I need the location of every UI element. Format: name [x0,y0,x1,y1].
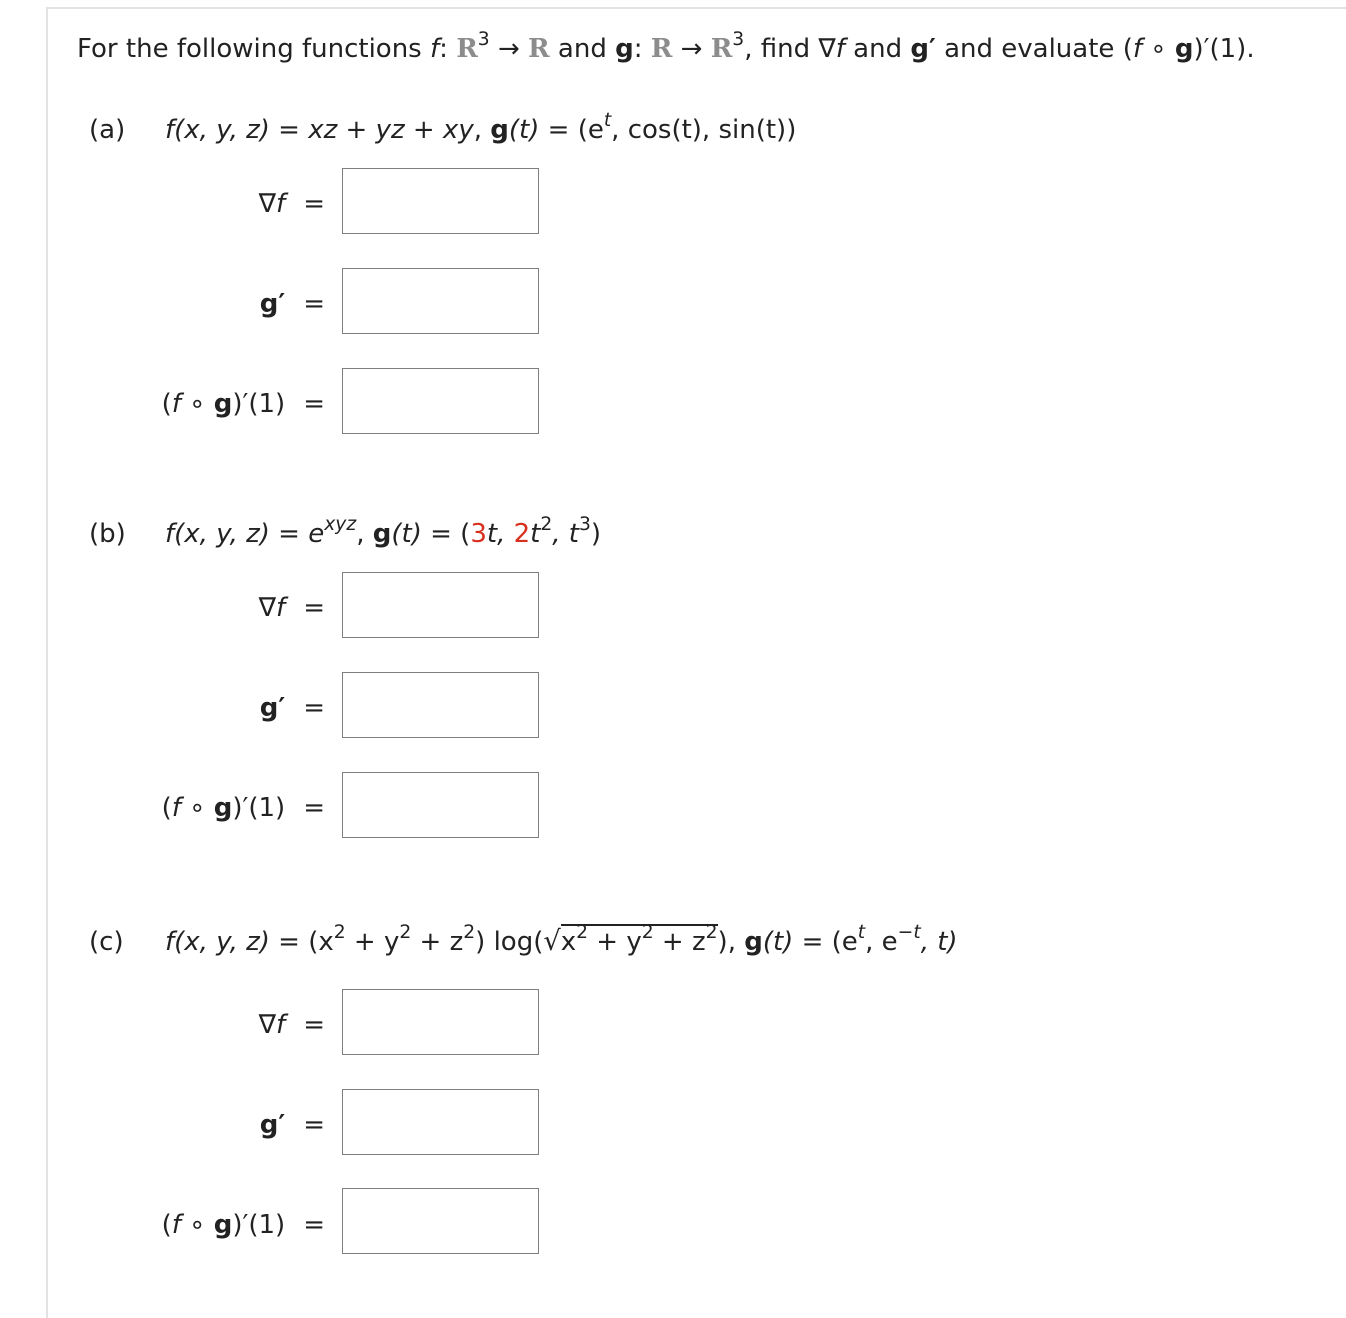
function-g-definition: t, [486,519,514,549]
exponent: xyz [324,514,357,536]
compose-symbol: ∘ [1142,34,1175,64]
left-divider [46,8,48,1318]
composition-label [85,1210,325,1240]
reals-symbol: R [650,34,673,64]
intro-text: , find [744,34,819,64]
part-c-gradient-input[interactable] [342,989,539,1055]
function-f-definition: ) [717,927,728,957]
function-g-definition: (e [577,115,604,145]
part-c-composition-input[interactable] [342,1188,539,1254]
intro-text: and evaluate [935,34,1123,64]
composition-label [85,389,325,419]
exponent: 2 [540,514,553,536]
compose-symbol: ∘ [180,389,214,419]
part-b-gradient-input[interactable] [342,572,539,638]
equals-sign: = [303,793,325,823]
intro-text: )′(1). [1193,34,1255,64]
intro-f: f [1132,34,1142,64]
radicand-term: + y [588,927,642,957]
radical-sign: √ [543,926,561,957]
f-symbol: f [171,389,181,419]
eval-at-one: )′(1) [232,1210,286,1240]
reals-symbol: R [456,34,478,64]
part-a-gprime-input[interactable] [342,268,539,334]
paren: ( [161,1210,172,1240]
part-b-gprime-input[interactable] [342,672,539,738]
top-divider [46,7,1346,9]
intro-gprime: g′ [910,34,936,64]
reals-symbol: R [528,34,550,64]
exponent: t [603,110,612,132]
eval-at-one: )′(1) [232,793,286,823]
eval-at-one: )′(1) [232,389,286,419]
gradient-symbol: ∇f [258,1010,286,1040]
f-symbol: f [171,1210,181,1240]
part-b-composition-input[interactable] [342,772,539,838]
part-a-composition-input[interactable] [342,368,539,434]
gradient-label [85,593,325,623]
part-a-statement [89,110,797,145]
function-g-arg: (t) [391,519,422,549]
equals-sign: = [303,1010,325,1040]
function-f-definition: (x [308,927,334,957]
part-a-gradient-input[interactable] [342,168,539,234]
separator: , [356,519,373,549]
exponent: 2 [705,922,718,944]
intro-colon: : [439,34,457,64]
equals-sign: = [269,519,309,549]
equals-sign: = [303,1210,325,1240]
exponent: 2 [463,922,476,944]
intro-colon: : [633,34,651,64]
equals-sign: = [303,189,325,219]
equals-sign: = [303,593,325,623]
exponent: −t [897,922,921,944]
part-label: (c) [89,927,124,957]
g-symbol: g [213,389,233,419]
intro-text: and [844,34,911,64]
radicand-term: + z [653,927,706,957]
intro-g: g [615,34,634,64]
equals-sign: = [303,389,325,419]
exponent: 2 [333,922,346,944]
intro-g: g [1174,34,1194,64]
equals-sign: = [539,115,578,145]
function-f-definition: + z [411,927,464,957]
composition-label [85,793,325,823]
part-label: (a) [89,115,126,145]
part-label: (b) [89,519,126,549]
equals-sign: = [303,1110,325,1140]
function-g: g [372,519,392,549]
part-c-statement [89,924,958,957]
function-f-definition: + y [345,927,400,957]
g-symbol: g [213,1210,233,1240]
f-symbol: f [171,793,181,823]
equals-sign: = [303,289,325,319]
function-g: g [490,115,509,145]
radicand [561,924,718,957]
compose-symbol: ∘ [180,793,214,823]
gradient-symbol: ∇f [258,593,286,623]
part-c-gprime-input[interactable] [342,1089,539,1155]
gprime-symbol: g′ [259,1110,286,1140]
intro-text: ( [1122,34,1133,64]
exponent: 2 [576,922,589,944]
intro-f: f [430,34,440,64]
coefficient-highlight: 2 [513,519,531,549]
paren: ( [161,793,172,823]
gradient-symbol: ∇f [258,189,286,219]
intro-text: and [549,34,616,64]
reals-symbol: R [710,34,733,64]
gprime-symbol: g′ [259,693,286,723]
part-b-statement [89,514,602,549]
intro-gradient: ∇f [818,34,845,64]
exponent: 2 [641,922,654,944]
function-g-definition: , e [865,927,898,957]
function-f-definition: e [308,519,325,549]
coefficient-highlight: 3 [470,519,487,549]
separator: , [473,115,491,145]
equals-sign: = [793,927,832,957]
gprime-label [85,693,325,723]
exponent: t [857,922,866,944]
function-g-definition: (e [831,927,858,957]
arrow-symbol: → [489,34,529,64]
function-g-arg: (t) [508,115,540,145]
square-root [543,924,717,957]
gprime-label [85,1110,325,1140]
function-f: f(x, y, z) [165,519,270,549]
function-f: f(x, y, z) [165,115,270,145]
gprime-label [85,289,325,319]
function-g-definition: , t) [920,927,958,957]
exponent: 3 [579,514,591,536]
exponent: 2 [399,922,412,944]
intro-text: For the following functions [77,34,430,64]
radicand-term: x [560,927,577,957]
equals-sign: = [269,927,309,957]
function-g: g [744,927,763,957]
paren: ( [161,389,172,419]
equals-sign: = [269,115,309,145]
function-g-definition: , t [552,519,579,549]
function-f: f(x, y, z) [165,927,270,957]
intro-exponent: 3 [477,29,490,51]
function-f-definition: ) log( [475,927,544,957]
function-f-definition: xz + yz + xy [308,115,474,145]
paren: ) [590,519,602,549]
gprime-symbol: g′ [259,289,286,319]
function-g-definition: , cos(t), sin(t)) [611,115,797,145]
gradient-label [85,1010,325,1040]
g-symbol: g [213,793,233,823]
gradient-label [85,189,325,219]
intro-exponent: 3 [732,29,745,51]
function-g-arg: (t) [762,927,794,957]
arrow-symbol: → [672,34,711,64]
equals-sign: = [303,693,325,723]
function-g-definition: t [530,519,541,549]
separator: , [727,927,745,957]
compose-symbol: ∘ [180,1210,214,1240]
problem-statement [77,29,1255,64]
paren: ( [460,519,471,549]
equals-sign: = [421,519,461,549]
